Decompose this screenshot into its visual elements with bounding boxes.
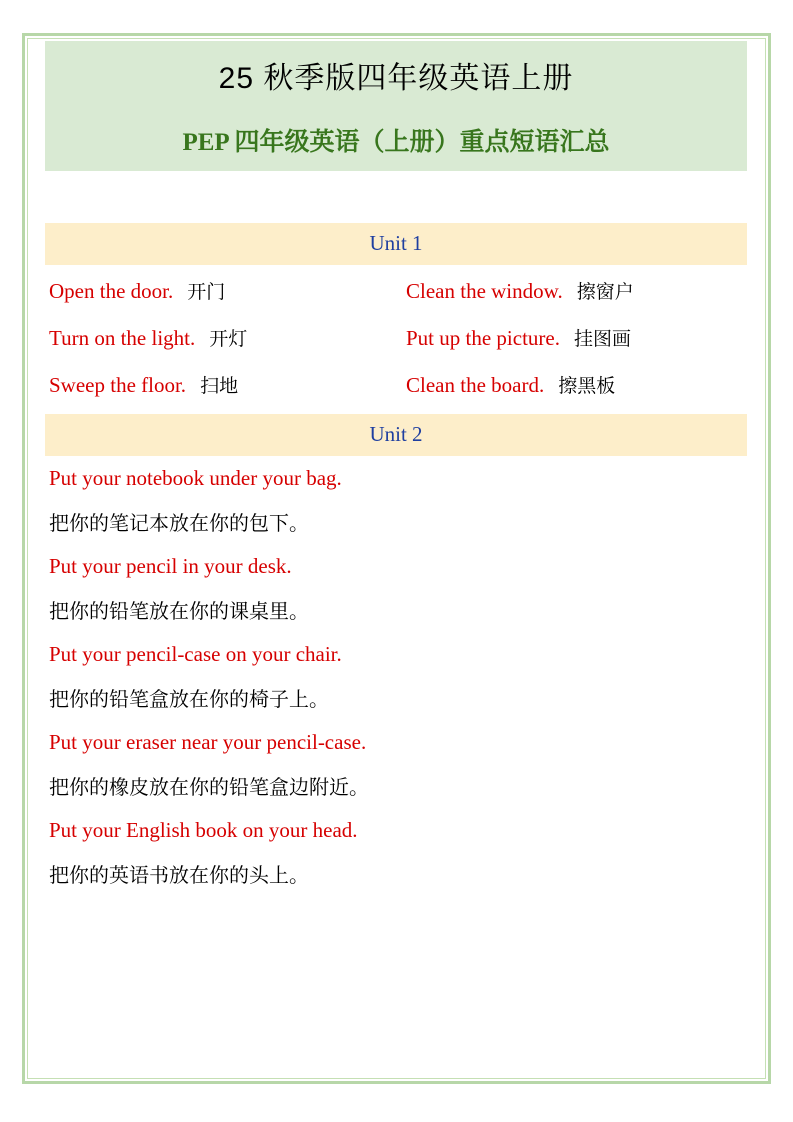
phrase-cell [396, 371, 747, 398]
phrase-cell [45, 324, 396, 351]
list-item: Put your pencil in your desk. [49, 554, 292, 578]
page-title: 25 秋季版四年级英语上册 [45, 41, 747, 111]
list-item: Put your eraser near your pencil-case. [49, 730, 367, 754]
list-item: 把你的橡皮放在你的铅笔盒边附近。 [49, 775, 369, 799]
phrase-english: Clean the window. [406, 279, 563, 303]
phrase-chinese: 扫地 [200, 375, 239, 397]
unit-2-phrase-list [45, 456, 747, 900]
table-row [45, 277, 747, 304]
list-item: Put your English book on your head. [49, 818, 358, 842]
phrase-english: Turn on the light. [49, 326, 196, 350]
page-subtitle: PEP 四年级英语（上册）重点短语汇总 [45, 111, 747, 171]
phrase-chinese: 开门 [187, 281, 226, 303]
list-item: Put your pencil-case on your chair. [49, 642, 342, 666]
list-item: 把你的英语书放在你的头上。 [49, 863, 309, 887]
phrase-english: Clean the board. [406, 373, 545, 397]
phrase-cell [45, 277, 396, 304]
unit-heading-1: Unit 1 [45, 223, 747, 265]
phrase-english: Put up the picture. [406, 326, 560, 350]
phrase-english: Sweep the floor. [49, 373, 187, 397]
unit-heading-2: Unit 2 [45, 414, 747, 456]
list-item: 把你的铅笔放在你的课桌里。 [49, 599, 309, 623]
phrase-cell [396, 324, 747, 351]
phrase-cell [396, 277, 747, 304]
phrase-chinese: 擦窗户 [576, 281, 634, 303]
phrase-chinese: 开灯 [209, 328, 248, 350]
list-item: 把你的铅笔盒放在你的椅子上。 [49, 687, 329, 711]
table-row [45, 371, 747, 398]
list-item: 把你的笔记本放在你的包下。 [49, 511, 309, 535]
phrase-chinese: 挂图画 [573, 328, 631, 350]
blank-spacer-row [45, 171, 747, 223]
document-content [45, 41, 747, 900]
phrase-english: Open the door. [49, 279, 174, 303]
phrase-cell [45, 371, 396, 398]
list-item: Put your notebook under your bag. [49, 466, 342, 490]
unit-1-phrase-table [45, 265, 747, 414]
phrase-chinese: 擦黑板 [558, 375, 616, 397]
table-row [45, 324, 747, 351]
